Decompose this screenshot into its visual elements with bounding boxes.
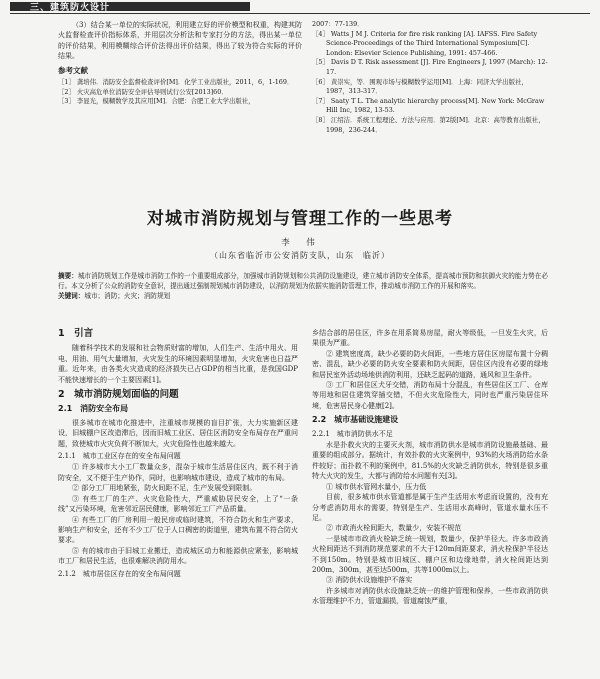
list-item: ② 部分工厂用地紧张，防火间距不足，生产发展受到限制。 [72, 484, 257, 493]
body-paragraph: 乡结合部的居住区，许多在用系简易房屋，耐火等级低，一旦发生火灾，后果很为严重。 [312, 329, 548, 348]
reference-item: ［4］ Watts J M J. Criteria for fire risk ranking [A]. IAFSS. Fire Safety Science-Proceedings of the Third International Symposium[C]. London: Elsevier Science Publishing, 1991: 457-466. [312, 29, 538, 57]
conclusion-paragraph: （3）结合某一单位的实际状况，利用建立好的评价模型和权重，构建其防火监督检查评价指标体系，并用层次分析法和专家打分的方法，得出某一单位的评价结果，利用模糊综合评价法得出评价结果，得出了较为符合实际的评价结果。 [58, 21, 302, 61]
right-body-column [312, 328, 548, 607]
header-rule [10, 13, 590, 14]
reference-item: ［8］ 江绍洁．系统工程理论、方法与应用．第2版[M]．北京：高等教育出版社，1998，236-244． [312, 115, 545, 134]
abstract-label: 摘要： [58, 272, 78, 280]
subsection-heading: 2.1 消防安全布局 [58, 404, 129, 414]
section-heading: 1 引言 [58, 328, 94, 339]
top-left-column [58, 20, 302, 107]
list-item: ③ 工厂和居住区犬牙交错，消防布局十分混乱，有些居住区工厂、仓库等用地和居住建筑穿插交错，不但火灾危险性大，同时也严重污染居住环境，危害居民身心健康[2]。 [312, 381, 548, 410]
body-paragraph: 目前，很多城市供水管道都是属于生产生活用水考虑而设置的，没有充分考虑消防用水的需要，特别是生产、生活用水高峰时，管道水量水压不足。 [312, 493, 548, 522]
article-author: 李 伟 [281, 238, 319, 248]
reference-item: ［1］ 龚培伟．消防安全监督检查评价[M]．化学工业出版社，2011，6，1-169． [58, 78, 294, 87]
subsection-heading: 2.2 城市基础设施建设 [312, 415, 399, 425]
reference-item: 2007：77-139． [312, 20, 364, 28]
author-affiliation: （山东省临沂市公安消防支队，山东 临沂） [210, 251, 390, 260]
sub-subsection-heading: 2.2.1 城市消防供水不足 [312, 429, 393, 438]
section-heading: 2 城市消防规划面临的问题 [58, 389, 179, 401]
left-body-column [58, 324, 298, 580]
list-item: ③ 消防供水设施维护不落实 [326, 576, 413, 585]
reference-item: ［6］ 黄崇实，等．围观市场与模糊数学运用[M]．上海：同济大学出版社，1987，313-317． [312, 77, 528, 96]
body-paragraph: 水是扑救火灾的主要灭火剂，城市消防供水是城市消防设施最基础、最重要的组成部分。据统计，有效扑救的火灾案例中，93%的火场消防给水条件较好；而扑救不利的案例中，81.5%的火灾缺乏消防供水，特别是很多重特大火灾的发生，大都与消防给水问题有关[3]。 [312, 441, 548, 481]
sub-subsection-heading: 2.1.2 城市居住区存在的安全布局问题 [58, 569, 181, 578]
list-item: ④ 有些工厂的厂房利用一般民房或临时建筑，不符合防火和生产要求，影响生产和安全，还有不少工厂位于人口稠密的街道里，建筑布置不符合防火要求。 [58, 515, 298, 545]
list-item: ① 许多城市大小工厂数量众多，混杂于城市生活居住区内，既不利于消防安全，又不便于生产协作，同时，也影响城市建设，造成了城市的布局。 [58, 463, 298, 482]
header-section-label: 三、建筑防火设计 [30, 3, 111, 13]
keywords-text: 城市；消防；火灾；消防规划 [84, 292, 171, 301]
reference-item: ［2］ 火灾高危单位消防安全评估导则试行公安[2013]60． [58, 87, 228, 96]
body-paragraph: 许多城市对消防供水设施缺乏统一的维护管理和保养，一些市政消防供水管理维护不力，管道漏损，管道腐蚀严重， [312, 586, 548, 606]
reference-item: ［3］ 李显光，模糊数学及其应用[M]．合肥：合肥工业大学出版社， [58, 97, 255, 106]
list-item: ⑤ 有的城市由于旧城工业搬迁，造成城区动力和能源供应紧张，影响城市工厂和居民生活，也很难解决消防用水。 [58, 546, 298, 566]
sub-subsection-heading: 2.1.1 城市工业区存在的安全布局问题 [58, 452, 181, 461]
body-paragraph: 很多城市在城市化推进中，注重城市规模的盲目扩张，大力实施新区建设，旧城棚户区改造滞后，因而旧城工业区、居住区消防安全布局存在严重问题，致使城市火灾负荷不断加大，火灾危险性也越来越大。 [58, 418, 298, 448]
body-paragraph: 随着科学技术的发展和社会物质财富的增加，人们生产、生活中用火、用电、用油、用气大量增加，火灾发生的环境因素明显增加，火灾危害也日益严重。近年来，由各类火灾造成的经济损失已占GDP的相当比重，是我国GDP不能快速增长的一个主要因素[1]。 [58, 344, 298, 384]
list-item: ① 城市供水管网水量小，压力低 [326, 482, 427, 491]
article-title: 对城市消防规划与管理工作的一些思考 [147, 209, 453, 229]
top-right-column [312, 20, 548, 135]
list-item: ② 建筑密度高，缺少必要的防火间距，一些地方居住区房屋布置十分稠密、混乱，缺少必要的防火安全要素和防火间距，居住区内没有必要的绿地和居民室外活动场地供消防利用，还缺乏起码的道路，通风和卫生条件。 [312, 349, 548, 379]
reference-item: ［5］ Davis D T. Risk assessment [J]. Fire Engineers J, 1997 (March): 12-17. [312, 58, 548, 76]
body-paragraph: 一是城市市政消火栓缺乏统一规划，数量少，保护半径大。许多市政消火栓间距达不到消防规范要求的不大于120m间距要求，消火栓保护半径达不到150m。特别是城市旧城区、棚户区和边缘地带，消火栓间距达到200m、300m，甚至达500m，共等1000m以上。 [312, 534, 548, 574]
abstract-text: 城市消防规划工作是城市消防工作的一个重要组成部分，加强城市消防规划和公共消防设施建设，建立城市消防安全体系，提高城市预防和抗御火灾的能力势在必行。本文分析了公众的消防安全意识，提出通过强制规划城市消防建设，以消防规划为依据实施消防管理工作，推动城市消防工作的开展和落实。 [58, 272, 549, 291]
references-heading: 参考文献 [58, 65, 88, 75]
page-header [0, 0, 600, 14]
keywords-label: 关键词： [58, 292, 85, 301]
abstract-block [58, 271, 548, 302]
list-item: ② 市政消火栓间距大，数量少，安装不规范 [326, 524, 462, 533]
reference-item: ［7］ Saaty T L. The analytic hierarchy process[M]. New York: McGraw Hill Inc, 1982, 13-53. [312, 96, 545, 115]
list-item: ③ 有些工厂的生产、火灾危险性大，严重威胁居民安全，上了“一条线”又污染环境，危害邻近居民健康，影响邻近工厂产品质量。 [58, 494, 298, 514]
